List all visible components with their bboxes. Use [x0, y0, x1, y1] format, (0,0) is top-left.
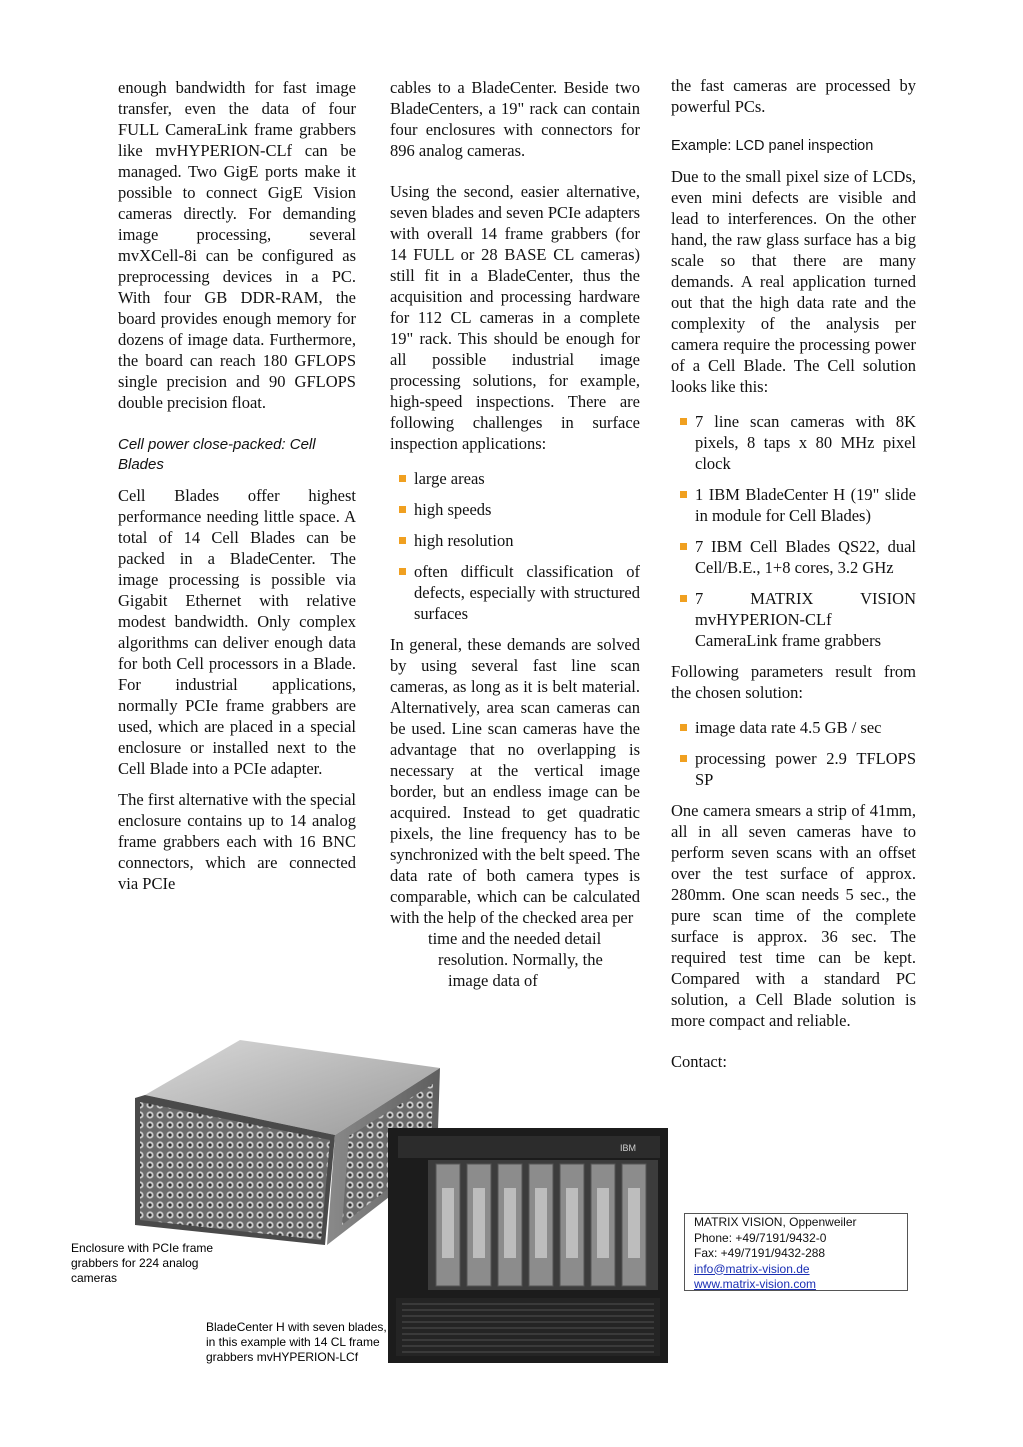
paragraph: One camera smears a strip of 41mm, all in all seven cameras have to perform seven scans with an offset over the test surface of approx. 280mm. One scan needs 5 sec., the pure scan time of the complete surface is approx. 36 sec. The required test time can be kept. Compared with a standard PC solution, a Cell Blade solution is more compact and reliable.: [671, 801, 916, 1030]
grille-line: [402, 1345, 654, 1347]
list-item: 7 line scan cameras with 8K pixels, 8 taps x 80 MHz pixel clock: [671, 411, 916, 474]
grille-line: [402, 1351, 654, 1353]
wrapped-line: resolution. Normally, the: [438, 950, 603, 969]
bullet-icon: [680, 491, 687, 498]
challenges-list: [390, 468, 640, 624]
grille-line: [402, 1309, 654, 1311]
paragraph: The first alternative with the special enclosure contains up to 14 analog frame grabbers each with 16 BNC connectors, which are connected via PCIe: [118, 790, 356, 893]
bullet-icon: [399, 506, 406, 513]
ibm-logo: IBM: [620, 1143, 637, 1153]
paragraph: enough bandwidth for fast image transfer, even the data of four FULL CameraLink frame grabbers like mvHYPERION-CLf can be managed. Two GigE ports make it possible to connect GigE Vision cameras directly. For demanding image processing, several mvXCell-8i can be configured as preprocessing devices in a PC. With four GB DDR-RAM, the board provides enough memory for dozens of image data. Furthermore, the board can reach 180 GFLOPS single precision and 90 GFLOPS double precision float.: [118, 78, 356, 412]
bullet-icon: [399, 568, 406, 575]
contact-email-link[interactable]: info@matrix-vision.de: [694, 1261, 810, 1276]
list-item: image data rate 4.5 GB / sec: [671, 717, 916, 738]
grille-line: [402, 1339, 654, 1341]
bullet-icon: [680, 418, 687, 425]
grille-line: [402, 1327, 654, 1329]
column-3: [671, 75, 916, 1072]
paragraph: cables to a BladeCenter. Beside two BladeCenters, a 19" rack can contain four enclosures with connectors for 896 analog cameras.: [390, 78, 640, 160]
bullet-icon: [399, 475, 406, 482]
solution-list: [671, 411, 916, 651]
blade-handle: [442, 1188, 454, 1258]
contact-web-link[interactable]: www.matrix-vision.com: [694, 1277, 817, 1291]
column-2: [390, 77, 640, 991]
blade-handle: [473, 1188, 485, 1258]
paragraph: Cell Blades offer highest performance needing little space. A total of 14 Cell Blades can be packed in a BladeCenter. The image processing is possible via Gigabit Ethernet with relative modest bandwidth. Only complex algorithms can deliver enough data for both Cell processors in a Blade. For industrial applications, normally PCIe frame grabbers are used, which are placed in a special enclosure or installed next to the Cell Blade into a PCIe adapter.: [118, 486, 356, 778]
grille-line: [402, 1321, 654, 1323]
section-heading: Example: LCD panel inspection: [671, 138, 874, 154]
contact-company: MATRIX VISION, Oppenweiler: [694, 1215, 857, 1229]
bladecenter-image: [388, 1128, 668, 1363]
section-heading: Cell power close-packed: Cell Blades: [118, 436, 316, 473]
paragraph: Using the second, easier alternative, seven blades and seven PCIe adapters with overall 14 frame grabbers (for 14 FULL or 28 BASE CL cameras) still fit in a BladeCenter, thus the acquisition and processing hardware for 112 CL cameras in a complete 19" rack. This should be enough for all possible industrial image processing solutions, for example, high-speed inspections. There are following challenges in surface inspection applications:: [390, 182, 640, 453]
list-item: 7 MATRIX VISION mvHYPERION-CLf CameraLink frame grabbers: [671, 588, 916, 651]
blade-handle: [628, 1188, 640, 1258]
wrapped-line: time and the needed detail: [428, 929, 602, 948]
list-item: often difficult classification of defects, especially with structured surfaces: [390, 561, 640, 624]
bullet-icon: [680, 543, 687, 550]
list-item: large areas: [390, 468, 640, 489]
list-item: high resolution: [390, 530, 640, 551]
list-item: processing power 2.9 TFLOPS SP: [671, 748, 916, 790]
grille-lines: [402, 1303, 654, 1353]
contact-phone: Phone: +49/7191/9432-0: [694, 1230, 827, 1245]
paragraph: the fast cameras are processed by powerful PCs.: [671, 76, 916, 116]
grille-line: [402, 1315, 654, 1317]
blade-handle: [566, 1188, 578, 1258]
contact-label: Contact:: [671, 1052, 727, 1071]
wrapped-line: image data of: [448, 971, 538, 990]
grille-line: [402, 1303, 654, 1305]
blade-handle: [535, 1188, 547, 1258]
bullet-icon: [680, 595, 687, 602]
bladecenter-caption: BladeCenter H with seven blades, in this example with 14 CL frame grabbers mvHYPERION-LCf: [206, 1320, 387, 1364]
bullet-icon: [680, 755, 687, 762]
paragraph: In general, these demands are solved by using several fast line scan cameras, as long as it is belt material. Alternatively, area scan cameras can be used. Line scan cameras have the advantage that no overlapping is necessary at the vertical image border, but an endless image can be acquired. Instead to get quadratic pixels, the line frequency has to be synchronized with the belt speed. The data rate of both camera types is comparable, which can be calculated with the help of the checked area per: [390, 635, 640, 927]
bullet-icon: [680, 724, 687, 731]
enclosure-caption: Enclosure with PCIe frame grabbers for 224 analog cameras: [71, 1241, 214, 1285]
column-1: [118, 77, 356, 904]
blade-handle: [597, 1188, 609, 1258]
blade-handle: [504, 1188, 516, 1258]
grille-line: [402, 1333, 654, 1335]
parameters-list: [671, 717, 916, 790]
blades-group: [436, 1164, 646, 1286]
contact-box: [684, 1213, 908, 1291]
list-item: 7 IBM Cell Blades QS22, dual Cell/B.E., 1+8 cores, 3.2 GHz: [671, 536, 916, 578]
list-item: 1 IBM BladeCenter H (19" slide in module for Cell Blades): [671, 484, 916, 526]
paragraph: Following parameters result from the chosen solution:: [671, 662, 916, 702]
bullet-icon: [399, 537, 406, 544]
paragraph: Due to the small pixel size of LCDs, even mini defects are visible and lead to interferences. On the other hand, the raw glass surface has a big scale so that there are many demands. A real application turned out that the high data rate and the complexity of the analysis per camera require the processing power of a Cell Blade. The Cell solution looks like this:: [671, 167, 916, 396]
list-item: high speeds: [390, 499, 640, 520]
contact-fax: Fax: +49/7191/9432-288: [694, 1246, 826, 1260]
